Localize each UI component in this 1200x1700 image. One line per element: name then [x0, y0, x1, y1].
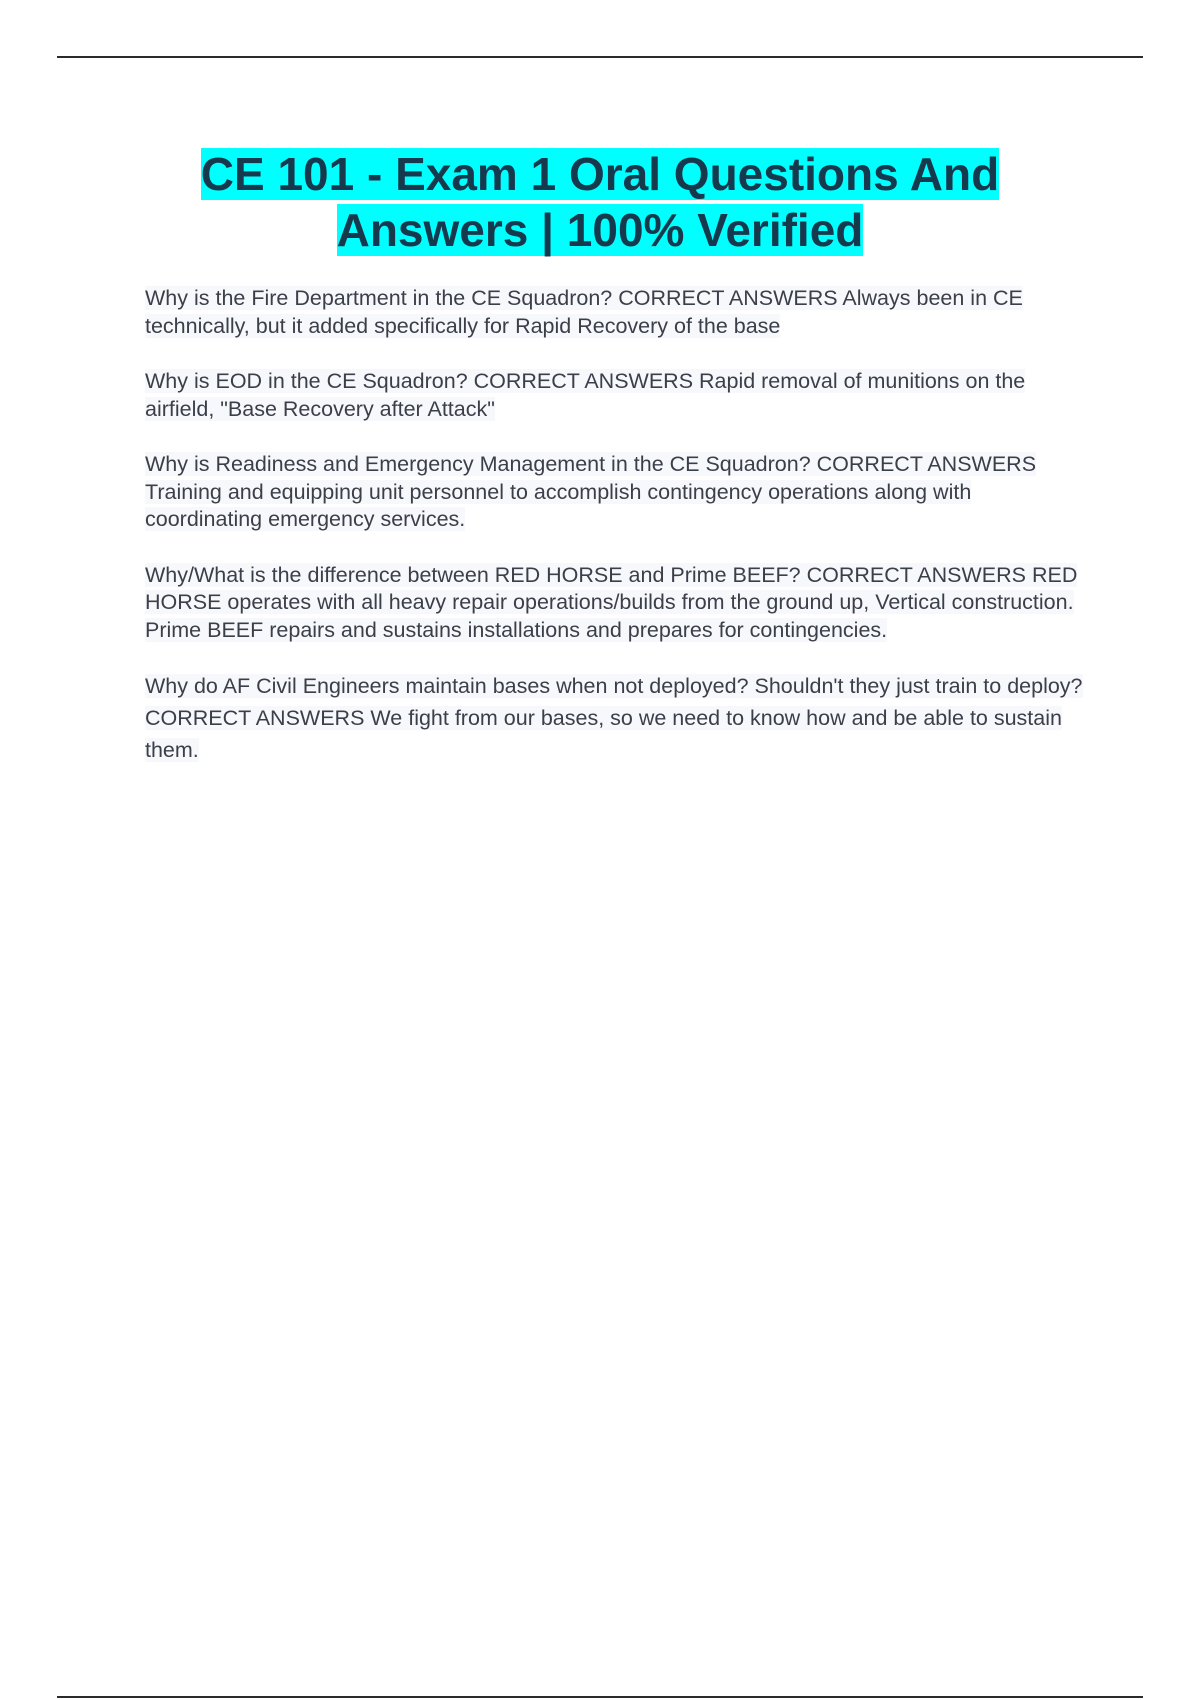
bottom-rule	[57, 1696, 1143, 1698]
qa-item-red-horse-prime-beef	[145, 562, 1085, 645]
qa-text: Why is Readiness and Emergency Management in the CE Squadron? CORRECT ANSWERS Training and equipping unit personnel to accomplish contingency operations along with coordinating emergency services.	[145, 452, 1037, 531]
qa-item-fire-department	[145, 285, 1085, 340]
qa-item-maintain-bases	[145, 670, 1085, 766]
title-block	[145, 146, 1055, 258]
top-rule	[57, 56, 1143, 58]
page-title: CE 101 - Exam 1 Oral Questions And Answers | 100% Verified	[200, 148, 1000, 256]
qa-item-readiness-emergency-management	[145, 451, 1085, 534]
qa-text: Why/What is the difference between RED HORSE and Prime BEEF? CORRECT ANSWERS RED HORSE operates with all heavy repair operations/builds from the ground up, Vertical construction. Prime BEEF repairs and sustains installations and prepares for contingencies.	[145, 562, 1078, 642]
qa-text: Why is the Fire Department in the CE Squadron? CORRECT ANSWERS Always been in CE technically, but it added specifically for Rapid Recovery of the base	[145, 286, 1023, 338]
qa-text: Why is EOD in the CE Squadron? CORRECT ANSWERS Rapid removal of munitions on the airfield, "Base Recovery after Attack"	[145, 369, 1026, 421]
qa-list	[145, 285, 1085, 794]
qa-item-eod	[145, 368, 1085, 423]
qa-text: Why do AF Civil Engineers maintain bases when not deployed? Shouldn't they just train to deploy? CORRECT ANSWERS We fight from our bases, so we need to know how and be able to sustain them.	[145, 674, 1083, 762]
